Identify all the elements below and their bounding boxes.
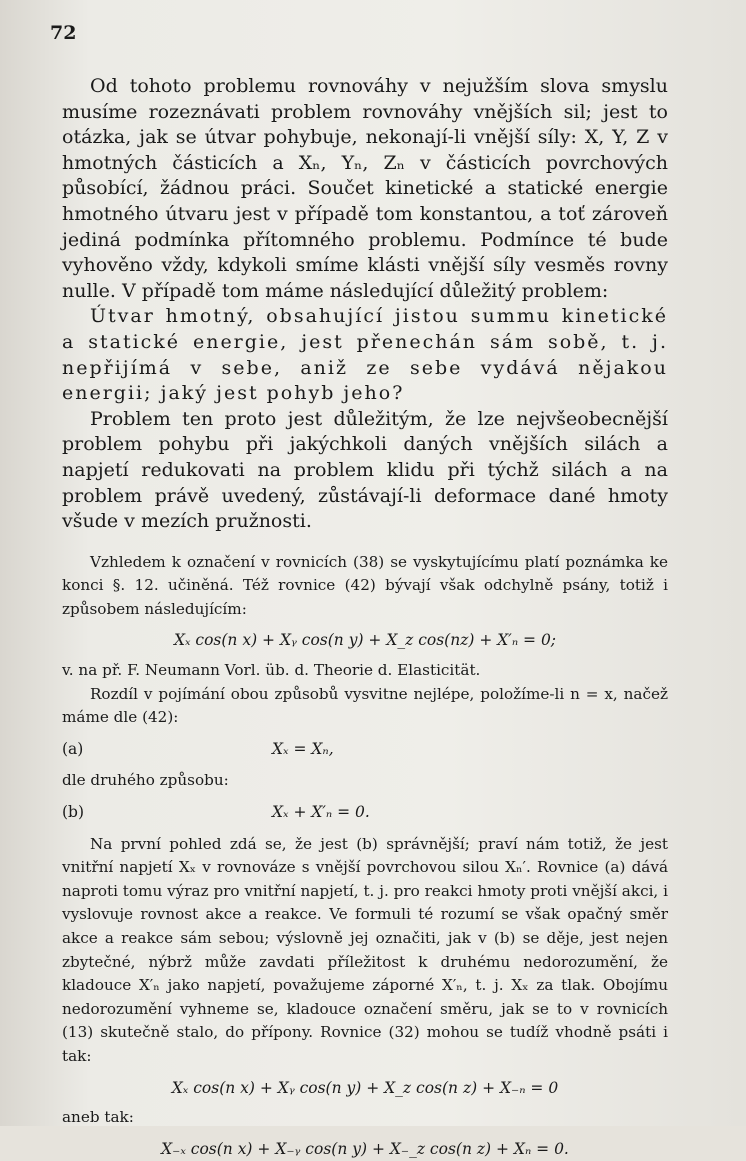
note-section [62,551,668,1161]
paragraph-2: Útvar hmotný, obsahující jistou summu kinetické a statické energie, jest přenechán sám sobě, t. j. nepřijímá v sebe, aniž ze sebe vydává nějakou energii; jaký jest pohyb jeho? [62,305,668,405]
main-text [62,74,668,535]
equation-b-label: (b) [62,803,85,822]
equation-b: Xₓ + X′ₙ = 0. [272,803,370,822]
equation-b-row [62,801,668,825]
equation-a-label: (a) [62,739,84,758]
equation-a-row [62,738,668,762]
paragraph-1: Od tohoto problemu rovnováhy v nejužším slova smyslu musíme rozeznávati problem rovnováhy vnějších sil; jest to otázka, jak se útvar pohybuje, nekonají-li vnější síly: X, Y, Z v hmotných částicích a Xₙ, Yₙ, Zₙ v částicích povrchových působící, žádnou práci. Součet kinetické a statické energie hmotného útvaru jest v případě tom konstantou, a toť zároveň jediná podmínka přítomného problemu. Podmínce té bude vyhověno vždy, kdykoli smíme klásti vnější síly vesměs rovny nulle. V případě tom máme následující důležitý problem: [62,75,668,302]
note-paragraph-4: dle druhého způsobu: [62,771,229,790]
note-paragraph-1: Vzhledem k označení v rovnicích (38) se vyskytujícímu platí poznámka ke konci §. 12. učiněná. Též rovnice (42) bývají však odchylně psány, totiž i způsobem následujícím: [62,552,668,618]
equation-2: Xₓ cos(n x) + Xᵧ cos(n y) + X_z cos(n z) + X₋ₙ = 0 [171,1078,559,1097]
paragraph-3: Problem ten proto jest důležitým, že lze nejvšeobecnější problem pohybu při jakýchkoli daných vnějších silách a napjetí redukovati na problem klidu při týchž silách a na problem právě uvedený, zůstávají-li deformace dané hmoty všude v mezích pružnosti. [62,407,668,533]
note-paragraph-3: Rozdíl v pojímání obou způsobů vysvitne nejlépe, položíme-li n = x, načež máme dle (42): [62,684,668,727]
note-paragraph-6: aneb tak: [62,1108,134,1127]
equation-3: X₋ₓ cos(n x) + X₋ᵧ cos(n y) + X₋_z cos(n z) + Xₙ = 0. [161,1139,569,1158]
equation-a: Xₓ = Xₙ, [272,739,334,758]
equation-1: Xₓ cos(n x) + Xᵧ cos(n y) + X_z cos(nz) + X′ₙ = 0; [173,631,557,650]
note-paragraph-5: Na první pohled zdá se, že jest (b) správnější; praví nám totiž, že jest vnitřní napjetí Xₓ v rovnováze s vnější povrchovou silou Xₙ′. Rovnice (a) dává naproti tomu výraz pro vnitřní napjetí, t. j. pro reakci hmoty proti vnější akci, i vyslovuje rovnost akce a reakce. Ve formuli té rozumí se však opačný směr akce a reakce sám sebou; výslovně jej označiti, jak v (b) se děje, jest nejen zbytečné, nýbrž může zavdati příležitost k druhému nedorozumění, že kladouce X′ₙ jako napjetí, považujeme záporné X′ₙ, t. j. Xₓ za tlak. Obojímu nedorozumění vyhneme se, kladouce označení směru, jak se to v rovnicích (13) skutečně stalo, do přípony. Rovnice (32) mohou se tudíž vhodně psáti i tak: [62,834,668,1065]
page-number: 72 [50,22,77,44]
note-paragraph-2: v. na př. F. Neumann Vorl. üb. d. Theorie d. Elasticität. [62,661,481,680]
